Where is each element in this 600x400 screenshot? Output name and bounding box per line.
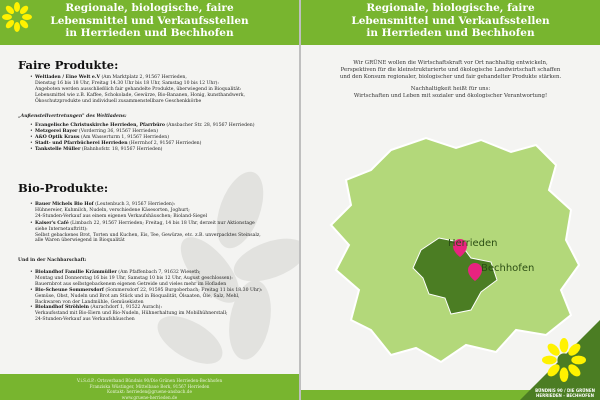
title-line-2: Lebensmittel und Verkaufsstellen (50, 14, 249, 27)
list-item (30, 270, 292, 276)
shop-desc-1: siehe Internetauftritt): (35, 226, 88, 232)
outlet-name: Stadt- und Pfarrbücherei Herrieden (35, 140, 128, 146)
left-page (0, 0, 299, 400)
shop-desc-2: Backwaren von der Landmühle, Gemüsekisten (35, 299, 144, 305)
outlet-address: (Herrnhof 2, 91567 Herrieden) (127, 140, 202, 146)
intro-line-3: und den Konsum regionaler, biologischer und fair gehandelter Produkte stärken. (339, 74, 562, 80)
list-item (30, 288, 292, 294)
shop-desc-3: Ökoschutzprodukte und individuell zusammenstellbare Geschenkkörbe (35, 98, 202, 104)
shop-desc-3: alle Waren überwiegend in Bioqualität (35, 238, 125, 244)
shop-address: (Am Pfaffenbach 7, 91632 Wieseth; (116, 270, 201, 275)
shop-desc-1: Angeboten werden ausschließlich fair gehandelte Produkte, überwiegend in Bioqualität: (35, 86, 242, 92)
list-item (30, 221, 292, 227)
shop-address: (Limbach 22, 91567 Herrieden; Freitag, 14 bis 18 Uhr, derzeit nur Aktionstage (68, 220, 255, 226)
outlet-name: A&O Optik Kraus (35, 134, 80, 140)
brand-line-1: BÜNDNIS 90 / DIE GRÜNEN (535, 388, 595, 393)
shop-desc-2: 24-Stunden-Verkauf aus einem eigenen Verkaufshäuschen; Bioland-Siegel (35, 213, 208, 219)
shop-name: Biolandhof Familie Krämmüller (35, 270, 117, 275)
shop-desc-2: Selbst gebackenes Brot, Torten und Kuchen, Eis, Tee, Gewürze, etc. z.B. unverpacktes Steinsalz, (35, 232, 261, 238)
shop-name: Biolandhof Ströhlein (35, 305, 89, 311)
left-footer (0, 374, 299, 400)
shop-name: Kaiser's Café (35, 220, 69, 226)
imprint-line-1: V.i.S.d.P.: Ortsverband Bündnis 90/Die Grünen Herrieden-Bechhofen (76, 378, 223, 383)
shop-desc-1: Hühnereier, Kuhmilch, Nudeln, verschiedene Käsesorten, Joghurt; (35, 207, 190, 213)
outlet-address: (Vorderring 36, 91567 Herrieden) (77, 128, 158, 134)
intro-line-4: Nachhaltigkeit heißt für uns: (410, 86, 491, 92)
title-line-2: Lebensmittel und Verkaufsstellen (351, 14, 550, 27)
right-header (301, 0, 600, 45)
right-page (301, 0, 600, 400)
left-header (0, 0, 299, 45)
watermark-sunflower-icon (150, 150, 299, 380)
party-brand (534, 388, 596, 398)
shop-desc-1: Gemüse, Obst, Nudeln und Brot am Stück und in Bioqualität, Ölsaaten, Öle, Salz, Mehl, (35, 293, 240, 299)
shop-address: (Am Marktplatz 2, 91567 Herrieden, (100, 75, 187, 80)
shop-name: Bauer Michels Bio Hof (35, 202, 94, 207)
outlet-address: (Ansbacher Str. 28, 91567 Herrieden) (164, 122, 255, 128)
neighbour-block (30, 270, 292, 323)
outlet-name: Evangelische Christuskirche Herrieden, Pfarrbüro (35, 122, 165, 128)
left-title (0, 2, 299, 40)
bio-block (30, 202, 292, 244)
shop-desc-2: 24-Stunden-Verkauf aus Verkaufshäuschen (35, 317, 135, 323)
shop-address: (Leutenbuch 3, 91567 Herrieden): (93, 202, 176, 207)
map-label-bechhofen: Bechhofen (481, 263, 535, 274)
map-label-herrieden: Herrieden (448, 238, 498, 249)
intro-line-2: Perspektiven für die kleinstrukturierte und ökologische Landwirtschaft schaffen (340, 67, 561, 73)
shop-desc-2: Lebensmittel wie z.B. Kaffee, Schokolade, Gewürze, Bio-Bananen, Honig, kunsthandwerk, (35, 92, 245, 98)
outlets-heading: „Außenstellvertretungen" des Weltladens: (18, 114, 127, 119)
shop-desc-1: Verkaufsstand mit Bio-Eiern und Bio-Nudeln, Hühnerhaltung im Mobilhühnerstall; (35, 311, 228, 317)
shop-hours: Dienstag 16 bis 18 Uhr, Freitag 14.30 Uhr bis 18 Uhr, Samstag 10 bis 12 Uhr): (35, 80, 219, 86)
outlets-block (18, 114, 290, 152)
intro-line-5: Wirtschaften und Leben mit sozialer und ökologischer Verantwortung! (353, 93, 548, 99)
shop-name: Bio-Scheune Sommersdorf (35, 287, 104, 293)
shop-name: Weltladen / Eine Welt e.V (35, 75, 101, 80)
list-item (30, 202, 292, 208)
imprint-line-2: Franziska Wüstinger, Mittelbaue Berk, 91567 Herrieden (89, 383, 210, 389)
title-line-1: Regionale, biologische, faire (65, 2, 234, 14)
shop-hours: Montag und Donnerstag 16 bis 19 Uhr, Samstag 10 bis 12 Uhr, August geschlossen): (35, 275, 233, 281)
outlet-address: (Bahnhofstr. 18, 91567 Herrieden) (80, 146, 163, 152)
list-item (30, 147, 290, 153)
faire-heading: Faire Produkte: (18, 58, 119, 72)
shop-desc-1: Bauernbrot aus selbstgebackenem eigenen Getreide und vieles mehr im Hofladen (35, 281, 227, 287)
outlet-name: Metzgerei Bayer (35, 128, 78, 134)
list-item (30, 305, 292, 311)
imprint-email: Kontakt: herrieden@gruene-ansbach.de (107, 389, 192, 395)
brand-line-2: HERRIEDEN - BECHHOFEN (536, 393, 594, 398)
outlet-address: (Am Wasserturm 1, 91567 Herrieden) (79, 134, 170, 140)
shop-address: (Aurachdorf 1, 91522 Aurach): (88, 305, 163, 311)
title-line-3: in Herrieden und Bechhofen (366, 27, 535, 39)
intro-text (317, 60, 584, 105)
faire-block (30, 75, 292, 105)
title-line-1: Regionale, biologische, faire (366, 2, 535, 14)
sunflower-logo-icon (542, 338, 586, 382)
shop-address: (Sommersdorf 22, 91595 Burgoberbach; Freitag 11 bis 18.30 Uhr): (103, 287, 263, 293)
outlet-name: Tankstelle Müller (35, 146, 81, 152)
title-line-3: in Herrieden und Bechhofen (65, 27, 234, 39)
right-title (301, 2, 600, 40)
imprint-website: www.gruene-herrieden.de (121, 394, 178, 400)
list-item (30, 75, 292, 81)
neighbour-heading: Und in der Nachbarschaft: (18, 258, 87, 263)
intro-line-1: Wir GRÜNE wollen die Wirtschaftskraft vor Ort nachhaltig entwickeln, (353, 60, 548, 66)
bio-heading: Bio-Produkte: (18, 181, 109, 195)
